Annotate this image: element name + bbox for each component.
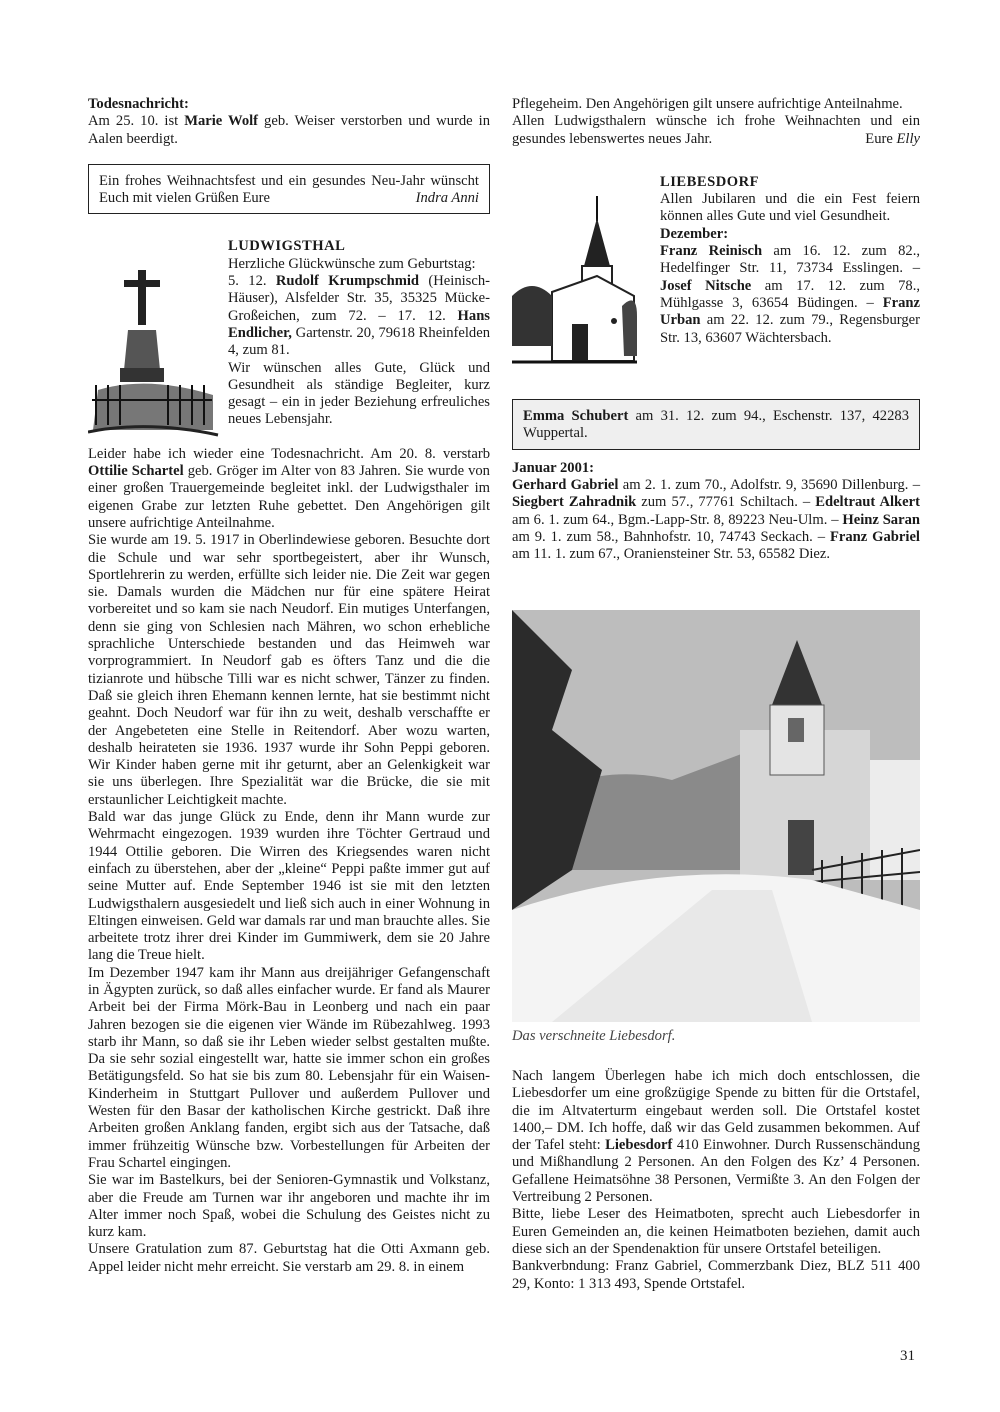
chapel-icon: [512, 196, 637, 366]
december-birthday-list: Franz Reinisch am 16. 12. zum 82., Hedelfinger Str. 11, 73734 Esslingen. – Josef Nitsche am 17. 12. zum 78., Mühlgasse 3, 63654 Büdingen. – Franz Urban am 22. 12. zum 79., Regensburger Str. 13, 63607 Wächtersbach.: [660, 243, 920, 346]
liebesdorf-section: [512, 174, 920, 371]
obituary-paragraph-1: Leider habe ich wieder eine Todesnachricht. Am 20. 8. verstarb Ottilie Schartel geb. Gröger im Alter von 83 Jahren. Sie wurde von einer großen Trauergemeinde begleitet inkl. der Ludwigsthaler im eigenen Grabe zur letzten Ruhe gebettet. Den Angehörigen gilt unsere aufrichtige Anteilnahme.: [88, 445, 490, 531]
obituary-paragraph-2: Sie wurde am 19. 5. 1917 in Oberlindewiese geboren. Besuchte dort die Schule und war sehr sportbegeistert, aber ihr Wunsch, Sportlehrerin zu werden, erfüllte sich leider nie. Die Zeit war gegen sie. Damals wurden die Mädchen nur für eine spätere Heirat vorbereitet und so kam sie nach Neudorf. Ein mutiges Unterfangen, denn sie ging von Schlesien nach Mähren, wo schon erhebliche sprachliche Unterschiede bestanden und das Heimweh war vorprogrammiert. In Neudorf gab es öfters Tanz und die die tizianrote und hübsche Tilli war es nicht schwer, Tänzer zu finden. Daß sie gleich ihren Ehemann kennen lernte, hat sie bestimmt nicht geahnt. Doch Neudorf war für ihn zu weit, deshalb verschaffte er der Angebeteten eine Stelle in Reitendorf. Aber wozu warten, deshalb heirateten sie 1936. 1937 wurde ihr Sohn Peppi geboren. Wir Kinder haben gerne mit ihr geturnt, aber an Gelenkigkeit war sie uns überlegen. Ihre Spezialität war die Brücke, die sie mit erstaunlicher Leichtigkeit machte.: [88, 532, 490, 808]
page-number: 31: [900, 1348, 915, 1364]
death-notice-text: Am 25. 10. ist Marie Wolf geb. Weiser verstorben und wurde in Aalen beerdigt.: [88, 113, 490, 147]
obituary-paragraph-6: Unsere Gratulation zum 87. Geburtstag hat die Otti Axmann geb. Appel leider nicht mehr erreicht. Sie verstarb am 29. 8. in einem: [88, 1241, 490, 1275]
snowy-village-photo: [512, 610, 920, 1022]
greeting-signature: Indra Anni: [415, 190, 479, 207]
bank-details: Bankverbndung: Franz Gabriel, Commerzbank Diez, BLZ 511 400 29, Konto: 1 313 493, Spende Ortstafel.: [512, 1258, 920, 1292]
donation-paragraph-1: Nach langem Überlegen habe ich mich doch entschlossen, die Liebesdorfer um eine großzügige Spende zu bitten für die Ortstafel, die im Altvaterturm eingebaut werden soll. Die Ortstafel kostet 1400,– DM. Ich hoffe, daß wir das Geld zusammen bekommen. Auf der Tafel steht: Liebesdorf 410 Einwohner. Durch Russenschändung und Mißhandlung 2 Personen. An den Folgen des Kz’ 4 Personen. Gefallene Heimatsöhne 38 Personen, Vermißte 3. An den Folgen der Vertreibung 2 Personen.: [512, 1068, 920, 1206]
liebesdorf-intro: Allen Jubilaren und die ein Fest feiern können alles Gute und viel Gesundheit.: [660, 191, 920, 225]
left-column: [88, 96, 490, 1276]
december-heading: Dezember:: [660, 225, 729, 242]
photo-caption-block: [512, 1028, 920, 1045]
january-birthday-list: Gerhard Gabriel am 2. 1. zum 70., Adolfstr. 9, 35690 Dillenburg. – Siegbert Zahradnik zum 57., 77761 Schiltach. – Edeltraut Alkert am 6. 1. zum 64., Bgm.-Lapp-Str. 8, 89223 Neu-Ulm. – Heinz Saran am 9. 1. zum 58., Bahnhofstr. 10, 74743 Seckach. – Franz Gabriel am 11. 1. zum 67., Oraniensteiner Str. 53, 65582 Diez.: [512, 477, 920, 563]
donation-paragraph-2: Bitte, liebe Leser des Heimatboten, sprecht auch Liebesdorfer in Euren Gemeinden an, die keinen Heimatboten beziehen, damit auch diese sich an der Spendenaktion für unsere Ortstafel beteiligen.: [512, 1206, 920, 1257]
liebesdorf-heading: LIEBESDORF: [660, 173, 760, 190]
obituary-paragraph-4: Im Dezember 1947 kam ihr Mann aus dreijähriger Gefangenschaft in Ägypten zurück, so daß alles einfacher wurde. Er fand als Maurer Arbeit bei der Firma Mörk-Bau in Leonberg und nach ein paar Jahren bezogen sie die eigenen vier Wände im Rübezahlweg. 1993 starb ihr Mann, so daß sie ihr Leben wieder selbst gestalten mußte. Da sie sehr sozial eingestellt war, hatte sie immer schon ein großes Betätigungsfeld. So hat sie bis zum 80. Lebensjahr für ein Waisen-Kinderheim in Stuttgart Pullover und außerdem Pullover und Westen für den Basar der katholischen Kirche gestrickt. Daß ihre Arbeiten großen Anklang fanden, ergibt sich aus der Tatsache, daß immer frühzeitig Wünsche bzw. Vorbestellungen für Arbeiten der Frau Schartel eingingen.: [88, 964, 490, 1171]
january-heading: Januar 2001:: [512, 459, 595, 476]
ludwigsthal-wishes: Wir wünschen alles Gute, Glück und Gesundheit als ständige Begleiter, kurz gesagt – ein in jeder Beziehung erfreuliches neues Lebensjahr.: [228, 359, 490, 428]
chapel-illustration: [512, 174, 660, 371]
ludwigsthal-heading: LUDWIGSTHAL: [228, 238, 346, 255]
ludwigsthal-section: [88, 238, 490, 445]
ludwigsthal-intro: Herzliche Glückwünsche zum Geburtstag:: [228, 255, 476, 272]
wayside-cross-illustration: [88, 238, 228, 445]
donation-section: [512, 1068, 920, 1293]
church-photo-icon: [512, 610, 920, 1022]
photo-caption: Das verschneite Liebesdorf.: [512, 1028, 676, 1044]
right-column: [512, 96, 920, 564]
cross-icon: [88, 260, 223, 440]
highlight-birthday-box: Emma Schubert am 31. 12. zum 94., Eschenstr. 137, 42283 Wuppertal.: [512, 399, 920, 450]
christmas-wishes: Allen Ludwigsthalern wünsche ich frohe Weihnachten und ein gesundes lebenswertes neues Jahr. Eure Elly: [512, 113, 920, 147]
death-notice-heading: Todesnachricht:: [88, 96, 189, 112]
ludwigsthal-birthday-list: 5. 12. Rudolf Krumpschmid (Heinisch-Häuser), Alsfelder Str. 35, 35325 Mücke-Großeichen, zum 72. – 17. 12. Hans Endlicher, Gartenstr. 20, 79618 Rheinfelden 4, zum 81.: [228, 273, 490, 359]
liebesdorf-birthdays: [660, 174, 920, 371]
continued-text: Pflegeheim. Den Angehörigen gilt unsere aufrichtige Anteilnahme.: [512, 96, 903, 112]
greeting-box: Ein frohes Weihnachtsfest und ein gesundes Neu-Jahr wünscht Euch mit vielen Grüßen Eure Indra Anni: [88, 164, 490, 215]
obituary-paragraph-5: Sie war im Bastelkurs, bei der Senioren-Gymnastik und Volkstanz, aber die Freude am Turnen war ihr angeboren und machte ihr im Alter immer noch Spaß, wobei die Schulung des Geistes nicht zu kurz kam.: [88, 1172, 490, 1241]
ludwigsthal-birthdays: [228, 238, 490, 445]
obituary-paragraph-3: Bald war das junge Glück zu Ende, denn ihr Mann wurde zur Wehrmacht eingezogen. 1939 wurden ihre Töchter Gertraud und 1944 Ottilie geboren. Die Wirren des Kriegsendes waren nicht einfach zu überstehen, aber der „kleine“ Peppi paßte immer gut auf seine Mutter auf. Ende September 1946 ist sie mit den letzten Ludwigsthalern ausgesiedelt und ließ sich auch in einer Wohnung in Eltingen einweisen. Geld war damals rar und man brauchte alles. Sie arbeitete trotz ihrer drei Kinder im Gummiwerk, dem sie 20 Jahre lang die Treue hielt.: [88, 809, 491, 964]
